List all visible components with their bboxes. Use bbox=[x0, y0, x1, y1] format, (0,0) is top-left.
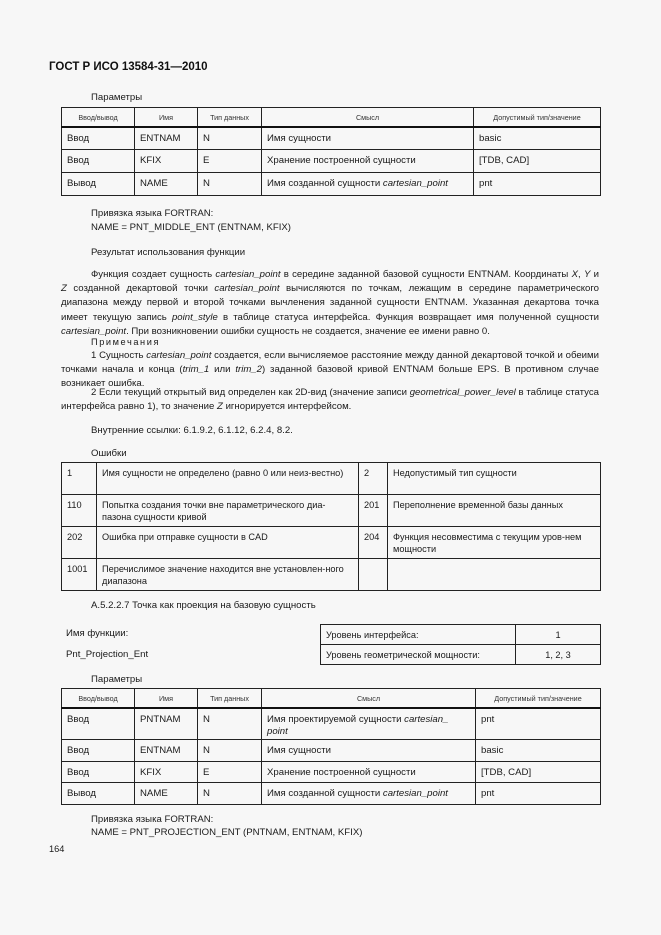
column-header: Тип данных bbox=[198, 689, 262, 709]
table-row bbox=[62, 761, 601, 782]
column-header: Имя bbox=[135, 689, 198, 709]
column-header: Ввод/вывод bbox=[62, 108, 135, 128]
page-number: 164 bbox=[49, 844, 65, 854]
table-row bbox=[321, 645, 601, 665]
io-cell: Ввод bbox=[62, 149, 135, 172]
name-cell: PNTNAM bbox=[135, 708, 198, 739]
table-row bbox=[62, 495, 601, 527]
name-cell: KFIX bbox=[135, 149, 198, 172]
allowed-cell: [TDB, CAD] bbox=[474, 149, 601, 172]
section-heading: А.5.2.2.7 Точка как проекция на базовую сущность bbox=[91, 600, 316, 611]
io-cell: Вывод bbox=[62, 172, 135, 195]
interface-level-label: Уровень интерфейса: bbox=[321, 625, 516, 645]
type-cell: N bbox=[198, 172, 262, 195]
column-header: Смысл bbox=[262, 108, 474, 128]
type-cell: N bbox=[198, 782, 262, 804]
table-row bbox=[62, 739, 601, 761]
error-text: Перечислимое значение находится вне установлен-ного диапазона bbox=[97, 559, 359, 591]
fortran-binding-label: Привязка языка FORTRAN: bbox=[91, 208, 214, 219]
function-name-value: Pnt_Projection_Ent bbox=[66, 649, 149, 660]
error-code bbox=[359, 559, 388, 591]
interface-level-value: 1 bbox=[516, 625, 601, 645]
table-row bbox=[62, 527, 601, 559]
table-row bbox=[62, 127, 601, 149]
column-header: Допустимый тип/значение bbox=[474, 108, 601, 128]
column-header: Тип данных bbox=[198, 108, 262, 128]
error-text: Недопустимый тип сущности bbox=[388, 463, 601, 495]
internal-references: Внутренние ссылки: 6.1.9.2, 6.1.12, 6.2.4, 8.2. bbox=[91, 425, 293, 436]
name-cell: NAME bbox=[135, 172, 198, 195]
column-header: Имя bbox=[135, 108, 198, 128]
type-cell: N bbox=[198, 739, 262, 761]
error-text: Переполнение временной базы данных bbox=[388, 495, 601, 527]
note-2: 2 Если текущий открытый вид определен как 2D-вид (значение записи geometrical_power_level в таблице статуса интерфейса равно 1), то значение Z игнорируется интерфейсом. bbox=[61, 387, 599, 413]
name-cell: NAME bbox=[135, 782, 198, 804]
allowed-cell: [TDB, CAD] bbox=[476, 761, 601, 782]
table-header-row bbox=[62, 108, 601, 128]
allowed-cell: basic bbox=[474, 127, 601, 149]
meaning-cell: Хранение построенной сущности bbox=[262, 761, 476, 782]
table-row bbox=[62, 782, 601, 804]
meaning-cell: Имя сущности bbox=[262, 739, 476, 761]
errors-caption: Ошибки bbox=[91, 448, 127, 459]
name-cell: ENTNAM bbox=[135, 739, 198, 761]
name-cell: ENTNAM bbox=[135, 127, 198, 149]
table-header-row bbox=[62, 689, 601, 709]
type-cell: E bbox=[198, 149, 262, 172]
error-text bbox=[388, 559, 601, 591]
type-cell: N bbox=[198, 708, 262, 739]
power-level-label: Уровень геометрической мощности: bbox=[321, 645, 516, 665]
result-paragraph: Функция создает сущность cartesian_point в середине заданной базовой сущности ENTNAM. Координаты X, Y и Z созданной декартовой точки cartesian_point вычисляются по точкам, лежащим в середине параметрического диапазона между первой и второй точками вычленения заданной сущности ENTNAM. Указанная декартова точка имеет текущую запись point_style в таблице статуса интерфейса. Функция возвращает имя полученной сущности cartesian_point. При возникновении ошибки сущность не создается, значение ее имени равно 0. bbox=[61, 269, 600, 337]
fortran-binding-code: NAME = PNT_PROJECTION_ENT (PNTNAM, ENTNAM, KFIX) bbox=[91, 827, 363, 838]
error-text: Функция несовместима с текущим уров-нем мощности bbox=[388, 527, 601, 559]
io-cell: Ввод bbox=[62, 739, 135, 761]
fortran-binding-code: NAME = PNT_MIDDLE_ENT (ENTNAM, KFIX) bbox=[91, 222, 291, 233]
table-row bbox=[62, 172, 601, 195]
column-header: Ввод/вывод bbox=[62, 689, 135, 709]
io-cell: Ввод bbox=[62, 761, 135, 782]
table-row bbox=[62, 708, 601, 739]
error-code: 110 bbox=[62, 495, 97, 527]
table-row bbox=[62, 559, 601, 591]
meaning-cell: Имя созданной сущности cartesian_point bbox=[262, 782, 476, 804]
error-code: 1 bbox=[62, 463, 97, 495]
column-header: Смысл bbox=[262, 689, 476, 709]
meaning-cell: Имя созданной сущности cartesian_point bbox=[262, 172, 474, 195]
allowed-cell: pnt bbox=[476, 782, 601, 804]
io-cell: Вывод bbox=[62, 782, 135, 804]
fortran-binding-label: Привязка языка FORTRAN: bbox=[91, 814, 214, 825]
table-row bbox=[321, 625, 601, 645]
error-code: 202 bbox=[62, 527, 97, 559]
errors-table bbox=[61, 462, 601, 591]
params-table bbox=[61, 107, 601, 196]
error-text: Ошибка при отправке сущности в CAD bbox=[97, 527, 359, 559]
function-name-label: Имя функции: bbox=[66, 628, 129, 639]
allowed-cell: pnt bbox=[476, 708, 601, 739]
error-text: Попытка создания точки вне параметрического диа-пазона сущности кривой bbox=[97, 495, 359, 527]
io-cell: Ввод bbox=[62, 708, 135, 739]
column-header: Допустимый тип/значение bbox=[476, 689, 601, 709]
params-caption: Параметры bbox=[91, 674, 143, 685]
params-table bbox=[61, 688, 601, 805]
meaning-cell: Имя сущности bbox=[262, 127, 474, 149]
io-cell: Ввод bbox=[62, 127, 135, 149]
allowed-cell: pnt bbox=[474, 172, 601, 195]
error-code: 1001 bbox=[62, 559, 97, 591]
note-1: 1 Сущность cartesian_point создается, если вычисляемое расстояние между данной декартовой точкой и обеими точками начала и конца (trim_1 или trim_2) заданной базовой кривой ENTNAM больше EPS. В противном случае возникает ошибка. bbox=[61, 350, 599, 390]
error-code: 204 bbox=[359, 527, 388, 559]
document-title: ГОСТ Р ИСО 13584-31—2010 bbox=[49, 61, 208, 73]
power-level-value: 1, 2, 3 bbox=[516, 645, 601, 665]
type-cell: N bbox=[198, 127, 262, 149]
table-row bbox=[62, 149, 601, 172]
meaning-cell: Имя проектируемой сущности cartesian_ point bbox=[262, 708, 476, 739]
meaning-cell: Хранение построенной сущности bbox=[262, 149, 474, 172]
error-text: Имя сущности не определено (равно 0 или неиз-вестно) bbox=[97, 463, 359, 495]
notes-heading: Примечания bbox=[91, 337, 161, 347]
params-caption: Параметры bbox=[91, 92, 143, 103]
table-row bbox=[62, 463, 601, 495]
interface-level-table bbox=[320, 624, 601, 665]
error-code: 201 bbox=[359, 495, 388, 527]
error-code: 2 bbox=[359, 463, 388, 495]
name-cell: KFIX bbox=[135, 761, 198, 782]
type-cell: E bbox=[198, 761, 262, 782]
allowed-cell: basic bbox=[476, 739, 601, 761]
result-heading: Результат использования функции bbox=[91, 247, 246, 258]
